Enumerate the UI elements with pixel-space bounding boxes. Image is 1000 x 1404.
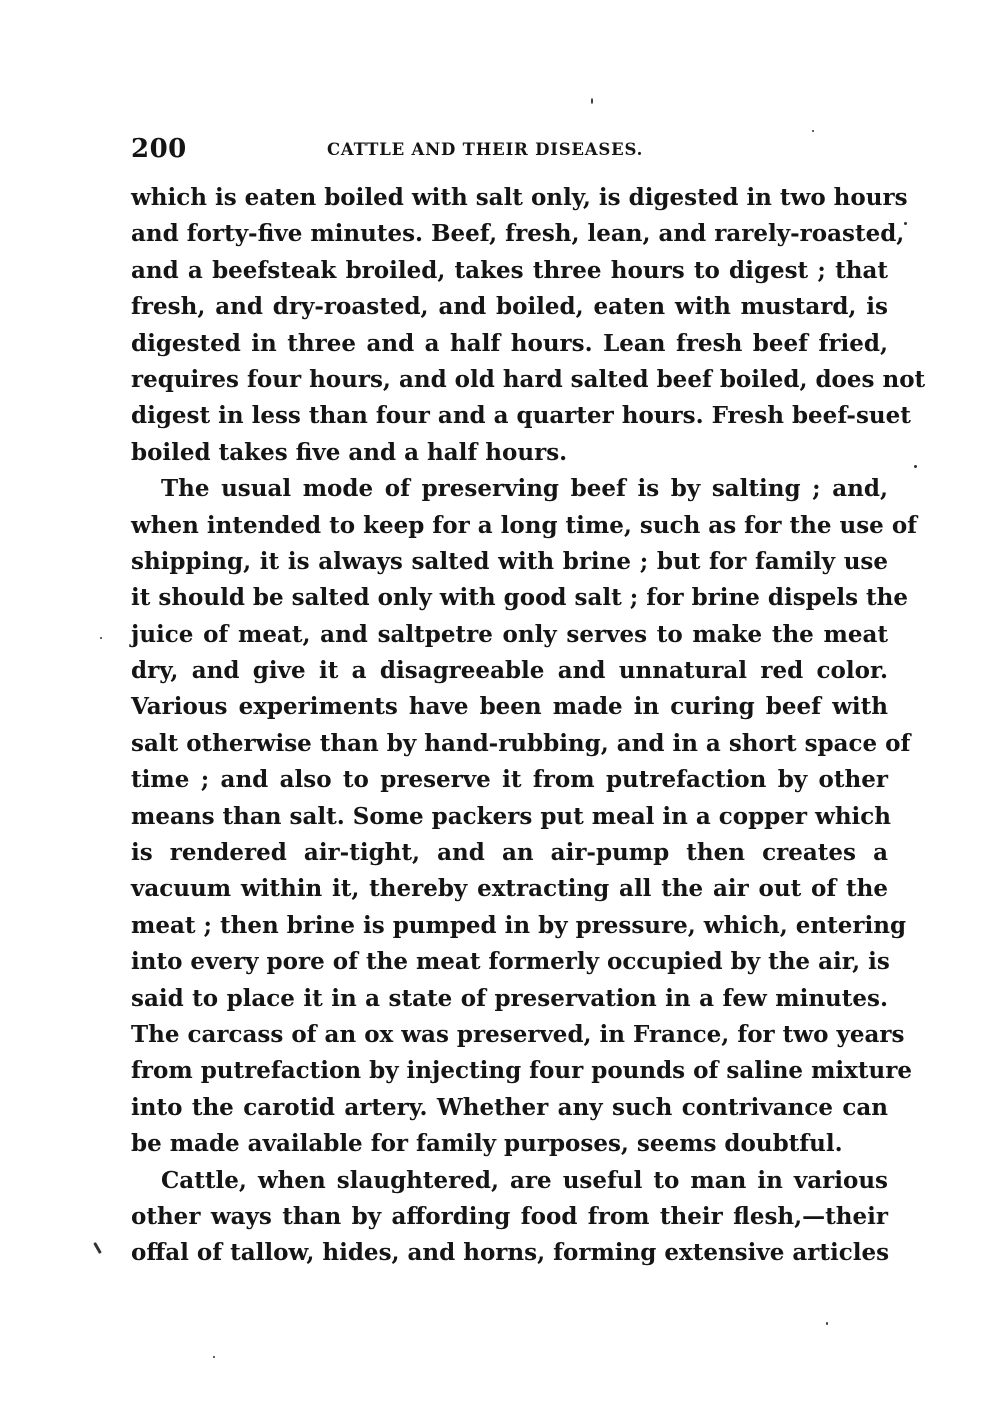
scan-speck bbox=[826, 1322, 828, 1325]
scan-speck bbox=[591, 98, 593, 104]
text-line: dry, and give it a disagreeable and unnatural red color. bbox=[131, 657, 888, 685]
page-header bbox=[131, 134, 691, 170]
paragraph bbox=[131, 471, 918, 1162]
text-line: means than salt. Some packers put meal in a copper which bbox=[131, 802, 891, 830]
text-line: time ; and also to preserve it from putrefaction by other bbox=[131, 766, 888, 794]
paragraph bbox=[131, 1163, 888, 1272]
text-line: from putrefaction by injecting four pounds of saline mixture bbox=[131, 1057, 912, 1085]
scan-speck bbox=[904, 222, 907, 225]
scan-speck bbox=[812, 130, 814, 132]
text-line: vacuum within it, thereby extracting all the air out of the bbox=[131, 875, 888, 903]
text-line: juice of meat, and saltpetre only serves to make the meat bbox=[131, 620, 888, 648]
scan-speck bbox=[100, 637, 102, 639]
scan-speck bbox=[93, 1242, 102, 1254]
text-line: into every pore of the meat formerly occupied by the air, is bbox=[131, 948, 890, 976]
running-head: CATTLE AND THEIR DISEASES. bbox=[327, 140, 644, 159]
text-line: requires four hours, and old hard salted beef boiled, does not bbox=[131, 365, 926, 393]
text-line: is rendered air-tight, and an air-pump then creates a bbox=[131, 839, 888, 867]
text-line: The usual mode of preserving beef is by salting ; and, bbox=[161, 475, 888, 503]
scan-speck bbox=[213, 1356, 215, 1358]
text-line: digest in less than four and a quarter hours. Fresh beef-suet bbox=[131, 402, 911, 430]
paragraph bbox=[131, 180, 926, 471]
scan-speck bbox=[914, 465, 917, 468]
text-line: fresh, and dry-roasted, and boiled, eaten with mustard, is bbox=[131, 293, 888, 321]
text-line: when intended to keep for a long time, such as for the use of bbox=[131, 511, 918, 539]
text-line: said to place it in a state of preservation in a few minutes. bbox=[131, 984, 888, 1012]
text-line: which is eaten boiled with salt only, is digested in two hours bbox=[131, 184, 908, 211]
text-line: into the carotid artery. Whether any such contrivance can bbox=[131, 1093, 888, 1121]
body-text bbox=[131, 180, 926, 1272]
text-line: The carcass of an ox was preserved, in France, for two years bbox=[131, 1020, 905, 1048]
text-line: and a beefsteak broiled, takes three hours to digest ; that bbox=[131, 256, 888, 284]
text-line: be made available for family purposes, seems doubtful. bbox=[131, 1130, 843, 1158]
text-line: meat ; then brine is pumped in by pressure, which, entering bbox=[131, 911, 907, 939]
text-line: other ways than by affording food from their flesh,—their bbox=[131, 1202, 888, 1230]
text-line: Cattle, when slaughtered, are useful to man in various bbox=[161, 1166, 888, 1194]
text-line: digested in three and a half hours. Lean fresh beef fried, bbox=[131, 329, 888, 357]
text-line: salt otherwise than by hand-rubbing, and in a short space of bbox=[131, 729, 911, 757]
text-line: offal of tallow, hides, and horns, forming extensive articles bbox=[131, 1239, 890, 1267]
text-line: and forty-five minutes. Beef, fresh, lean, and rarely-roasted, bbox=[131, 220, 905, 248]
page-number: 200 bbox=[131, 134, 187, 164]
text-line: boiled takes five and a half hours. bbox=[131, 438, 568, 466]
text-line: it should be salted only with good salt ; for brine dispels the bbox=[131, 584, 909, 612]
text-line: Various experiments have been made in curing beef with bbox=[131, 693, 888, 721]
text-line: shipping, it is always salted with brine ; but for family use bbox=[131, 547, 888, 575]
